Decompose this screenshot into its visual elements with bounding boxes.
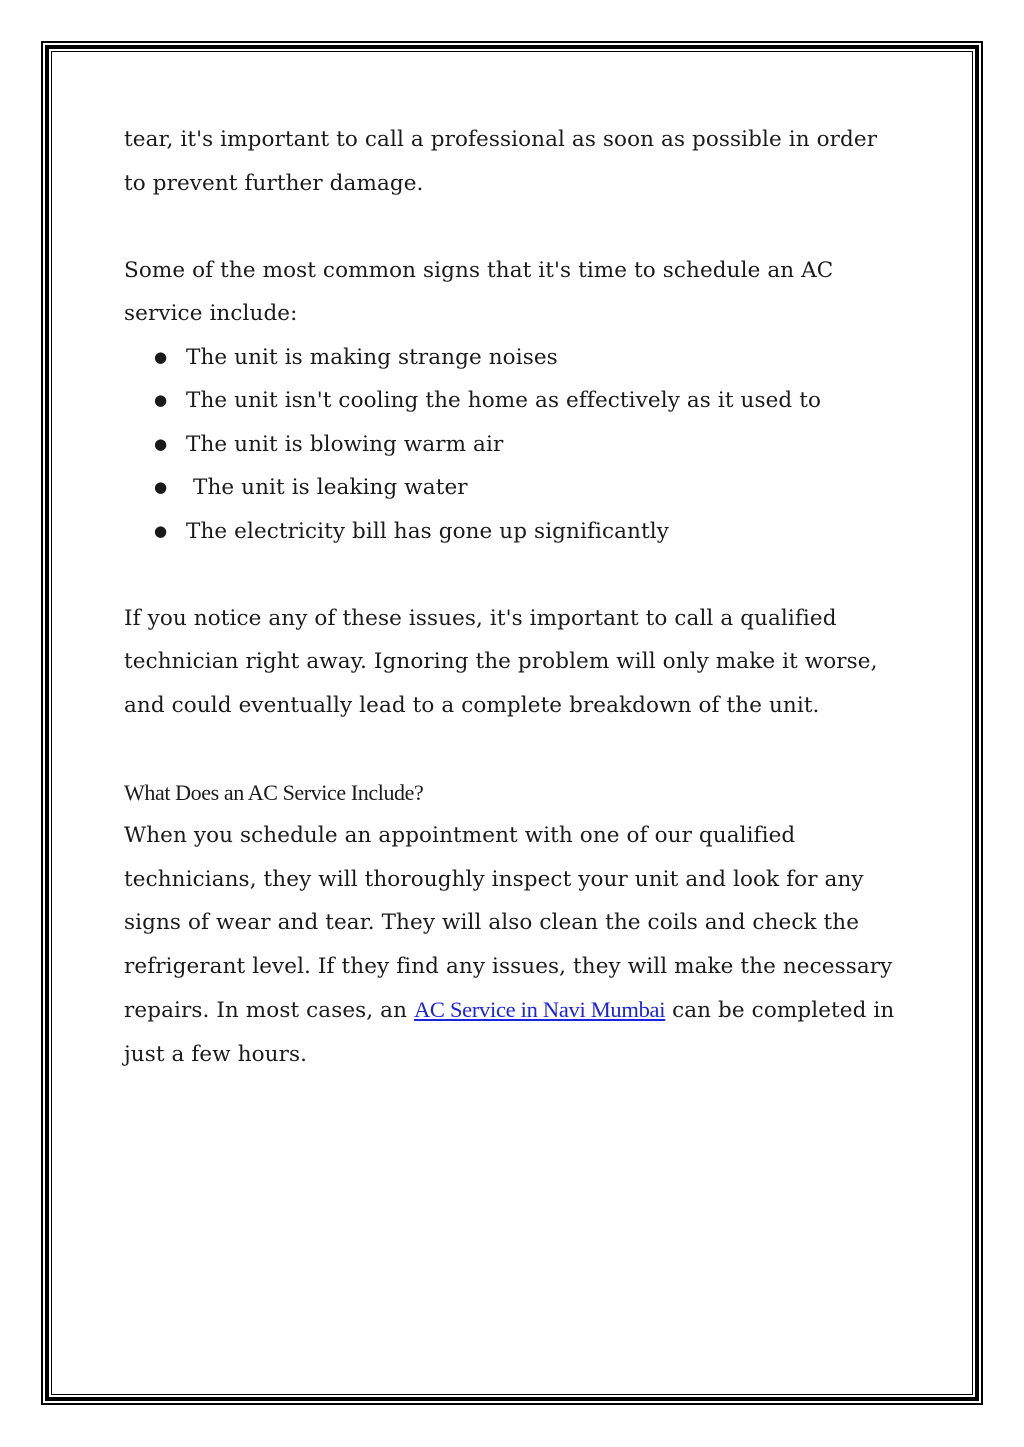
bullet-icon: ● bbox=[154, 391, 168, 409]
paragraph-spacer bbox=[124, 727, 904, 771]
list-item-text: The unit isn't cooling the home as effectively as it used to bbox=[186, 388, 821, 413]
bullet-icon: ● bbox=[154, 347, 168, 366]
notice-paragraph: If you notice any of these issues, it's important to call a qualified technician right away. Ignoring the problem will only make it worse, and could eventually lead to a complete breakdown of the unit. bbox=[124, 605, 878, 718]
list-item-text: The unit is making strange noises bbox=[186, 344, 558, 370]
bullet-icon: ● bbox=[154, 478, 168, 496]
paragraph-spacer bbox=[124, 205, 904, 249]
signs-intro-paragraph: Some of the most common signs that it's time to schedule an AC service include: bbox=[124, 257, 834, 326]
service-paragraph-text: When you schedule an appointment with one of our qualified technicians, they will thoroughly inspect your unit and look for any signs of wear and tear. They will also clean the coils and check the refrigerant level. If they find any issues, they will make the necessary repairs. In most cases, an bbox=[124, 823, 893, 1023]
document-body bbox=[124, 118, 904, 1076]
list-item bbox=[124, 336, 904, 380]
list-item-text: The unit is leaking water bbox=[193, 475, 468, 500]
ac-service-link[interactable]: AC Service in Navi Mumbai bbox=[413, 997, 666, 1022]
service-paragraph bbox=[124, 814, 904, 1076]
intro-paragraph: tear, it's important to call a professional as soon as possible in order to prevent further damage. bbox=[124, 127, 878, 196]
list-item-text: The unit is blowing warm air bbox=[186, 431, 504, 457]
list-item bbox=[124, 423, 904, 467]
list-item bbox=[124, 379, 904, 423]
list-item-text: The electricity bill has gone up significantly bbox=[186, 518, 669, 544]
section-heading: What Does an AC Service Include? bbox=[124, 779, 424, 805]
list-item bbox=[124, 510, 904, 554]
service-paragraph-tail: can be completed in just a few hours. bbox=[124, 998, 895, 1067]
bullet-icon: ● bbox=[154, 521, 168, 540]
bullet-icon: ● bbox=[154, 434, 168, 453]
paragraph-spacer bbox=[124, 553, 904, 597]
signs-list bbox=[124, 336, 904, 554]
list-item bbox=[124, 466, 904, 510]
